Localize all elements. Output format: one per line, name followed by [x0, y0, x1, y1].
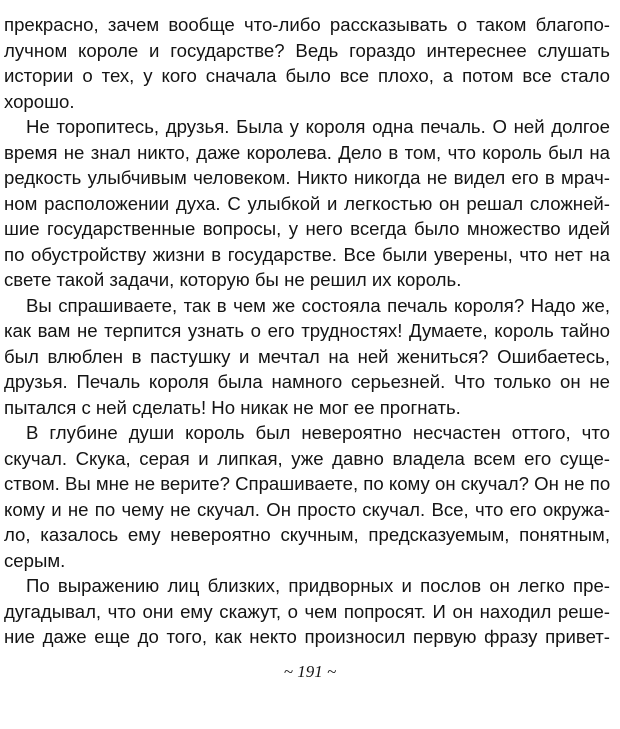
text-line: время не знал никто, даже королева. Дело в том, что король был на — [4, 141, 610, 163]
text-line: шие государственные вопросы, у него всегда было множество идей — [4, 218, 610, 239]
text-line: кому и не по чему не скучал. Он просто скучал. Все, что его окружа- — [4, 498, 610, 520]
text-line: пытался с ней сделать! Но никак не мог ее прогнать. — [4, 396, 461, 418]
text-line: ло, казалось ему невероятно скучным, предсказуемым, понятным, — [4, 524, 610, 545]
text-line: был влюблен в пастушку и мечтал на ней жениться? Ошибаетесь, — [4, 345, 610, 367]
text-line: ном расположении духа. С улыбкой и легкостью он решал сложней- — [4, 192, 610, 214]
text-line: как вам не терпится узнать о его трудностях! Думаете, король тайно — [4, 320, 610, 341]
text-line: лучном короле и государстве? Ведь гораздо интереснее слушать — [4, 39, 610, 61]
page-number: ~ 191 ~ — [283, 662, 337, 681]
text-line: дугадывал, что они ему скажут, о чем попросят. И он находил реше- — [4, 600, 610, 622]
body-text — [4, 12, 610, 650]
paragraph-first-line: В глубине души король был невероятно несчастен оттого, что — [26, 422, 610, 443]
text-line: свете такой задачи, которую бы не решил их король. — [4, 269, 462, 290]
paragraph-first-line: Вы спрашиваете, так в чем же состояла печаль короля? Надо же, — [26, 294, 610, 316]
text-line: истории о тех, у кого сначала было все плохо, а потом все стало — [4, 65, 610, 86]
text-line: прекрасно, зачем вообще что-либо рассказывать о таком благопо- — [4, 14, 610, 35]
paragraph-first-line: По выражению лиц близких, придворных и послов он легко пре- — [26, 575, 610, 596]
text-line: хорошо. — [4, 90, 75, 112]
text-line: друзья. Печаль короля была намного серьезней. Что только он не — [4, 371, 610, 392]
text-line: скучал. Скука, серая и липкая, уже давно владела всем его суще- — [4, 447, 610, 469]
text-line: редкость улыбчивым человеком. Никто никогда не видел его в мрач- — [4, 167, 610, 188]
paragraph-first-line: Не торопитесь, друзья. Была у короля одна печаль. О ней долгое — [26, 116, 610, 137]
text-line: ние даже еще до того, как некто произносил первую фразу привет- — [4, 626, 610, 647]
text-line: серым. — [4, 549, 66, 571]
text-line: ством. Вы мне не верите? Спрашиваете, по кому он скучал? Он не по — [4, 473, 611, 494]
text-line: по обустройству жизни в государстве. Все были уверены, что нет на — [4, 243, 610, 265]
